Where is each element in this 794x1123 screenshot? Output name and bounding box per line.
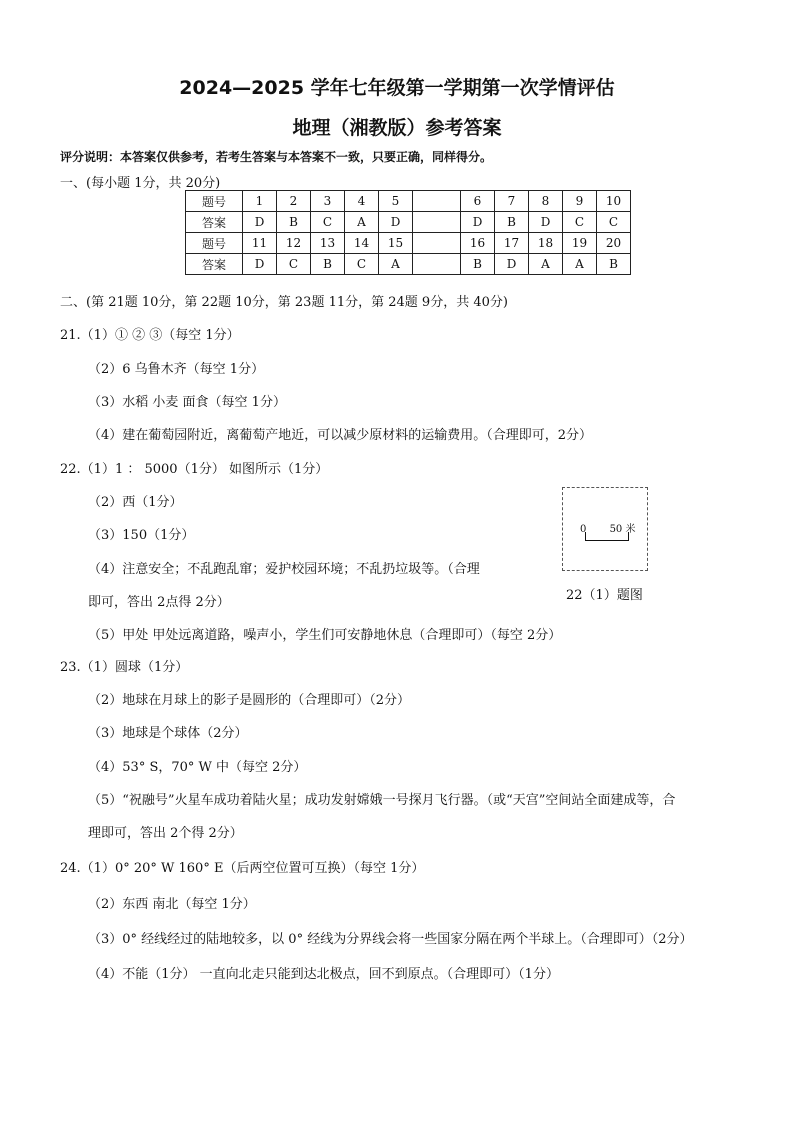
q22-line5: （5）甲处 甲处远离道路，噪声小，学生们可安静地休息（合理即可）（每空 2分） — [88, 628, 562, 643]
table-gap — [413, 191, 461, 212]
question-number-cell: 17 — [495, 233, 529, 254]
q23-line1: 23.（1）圆球（1分） — [60, 660, 189, 675]
answer-table — [185, 190, 631, 275]
q22-line1: 22.（1）1 ： 5000（1分） 如图所示（1分） — [60, 462, 329, 477]
q22-line3: （3）150（1分） — [88, 528, 195, 543]
answer-row — [186, 212, 631, 233]
section2-heading: 二、(第 21题 10分，第 22题 10分，第 23题 11分，第 24题 9分，共 40分) — [60, 295, 508, 310]
answer-cell: C — [311, 212, 345, 233]
question-number-cell: 11 — [243, 233, 277, 254]
q24-line3: （3）0° 经线经过的陆地较多，以 0° 经线为分界线会将一些国家分隔在两个半球上。（合理即可）（2分） — [88, 932, 693, 947]
scale-figure — [562, 487, 648, 571]
question-number-cell: 10 — [597, 191, 631, 212]
table-gap — [413, 212, 461, 233]
q21-line4: （4）建在葡萄园附近，离葡萄产地近，可以减少原材料的运输费用。（合理即可，2分） — [88, 428, 593, 443]
table-gap — [413, 254, 461, 275]
scale-bar — [585, 532, 629, 541]
answer-cell: D — [495, 254, 529, 275]
answer-row — [186, 254, 631, 275]
question-number-cell: 4 — [345, 191, 379, 212]
answer-cell: B — [597, 254, 631, 275]
answer-cell: D — [243, 212, 277, 233]
page-subtitle: 地理（湘教版）参考答案 — [292, 117, 502, 139]
question-number-row — [186, 191, 631, 212]
question-number-cell: 14 — [345, 233, 379, 254]
answer-cell: D — [243, 254, 277, 275]
q21-line2: （2）6 乌鲁木齐（每空 1分） — [88, 362, 265, 377]
page-title: 2024—2025 学年七年级第一学期第一次学情评估 — [179, 77, 615, 99]
row-label: 题号 — [186, 191, 243, 212]
row-label: 题号 — [186, 233, 243, 254]
question-number-cell: 9 — [563, 191, 597, 212]
figure-caption: 22（1）题图 — [566, 588, 643, 603]
answer-cell: C — [563, 212, 597, 233]
answer-cell: A — [563, 254, 597, 275]
answer-cell: D — [379, 212, 413, 233]
scale-label-fifty: 50 米 — [609, 524, 636, 535]
q22-line2: （2）西（1分） — [88, 495, 183, 510]
question-number-cell: 8 — [529, 191, 563, 212]
question-number-cell: 7 — [495, 191, 529, 212]
q24-line1: 24.（1）0° 20° W 160° E（后两空位置可互换）（每空 1分） — [60, 861, 425, 876]
answer-cell: B — [495, 212, 529, 233]
answer-cell: C — [597, 212, 631, 233]
q23-line4: （4）53° S，70° W 中（每空 2分） — [88, 760, 307, 775]
question-number-cell: 3 — [311, 191, 345, 212]
question-number-cell: 18 — [529, 233, 563, 254]
q24-line2: （2）东西 南北（每空 1分） — [88, 897, 256, 912]
q23-line5b: 理即可，答出 2个得 2分） — [88, 826, 243, 841]
q24-line4: （4）不能（1分） 一直向北走只能到达北极点，回不到原点。（合理即可）（1分） — [88, 967, 559, 982]
question-number-cell: 5 — [379, 191, 413, 212]
q23-line5a: （5）“祝融号”火星车成功着陆火星；成功发射嫦娥一号探月飞行器。（或“天宫”空间站全面建成等，合 — [88, 793, 676, 808]
answer-cell: A — [529, 254, 563, 275]
q22-line4b: 即可，答出 2点得 2分） — [88, 595, 230, 610]
answer-cell: D — [461, 212, 495, 233]
row-label: 答案 — [186, 212, 243, 233]
section1-heading: 一、(每小题 1分，共 20分) — [60, 176, 221, 191]
question-number-cell: 2 — [277, 191, 311, 212]
answer-cell: A — [379, 254, 413, 275]
answer-cell: B — [277, 212, 311, 233]
answer-cell: C — [345, 254, 379, 275]
grading-note: 评分说明：本答案仅供参考，若考生答案与本答案不一致，只要正确，同样得分。 — [60, 150, 493, 164]
q21-line1: 21.（1）① ② ③（每空 1分） — [60, 328, 240, 343]
answer-cell: A — [345, 212, 379, 233]
q21-line3: （3）水稻 小麦 面食（每空 1分） — [88, 395, 286, 410]
row-label: 答案 — [186, 254, 243, 275]
q23-line2: （2）地球在月球上的影子是圆形的（合理即可）（2分） — [88, 693, 411, 708]
q22-line4a: （4）注意安全；不乱跑乱窜；爱护校园环境；不乱扔垃圾等。（合理 — [88, 562, 480, 577]
question-number-cell: 12 — [277, 233, 311, 254]
question-number-cell: 13 — [311, 233, 345, 254]
q23-line3: （3）地球是个球体（2分） — [88, 726, 248, 741]
answer-cell: C — [277, 254, 311, 275]
scale-label-zero: 0 — [580, 524, 587, 535]
question-number-cell: 19 — [563, 233, 597, 254]
question-number-cell: 16 — [461, 233, 495, 254]
answer-cell: B — [461, 254, 495, 275]
answer-cell: B — [311, 254, 345, 275]
question-number-cell: 15 — [379, 233, 413, 254]
question-number-row — [186, 233, 631, 254]
table-gap — [413, 233, 461, 254]
answer-cell: D — [529, 212, 563, 233]
question-number-cell: 6 — [461, 191, 495, 212]
question-number-cell: 20 — [597, 233, 631, 254]
question-number-cell: 1 — [243, 191, 277, 212]
